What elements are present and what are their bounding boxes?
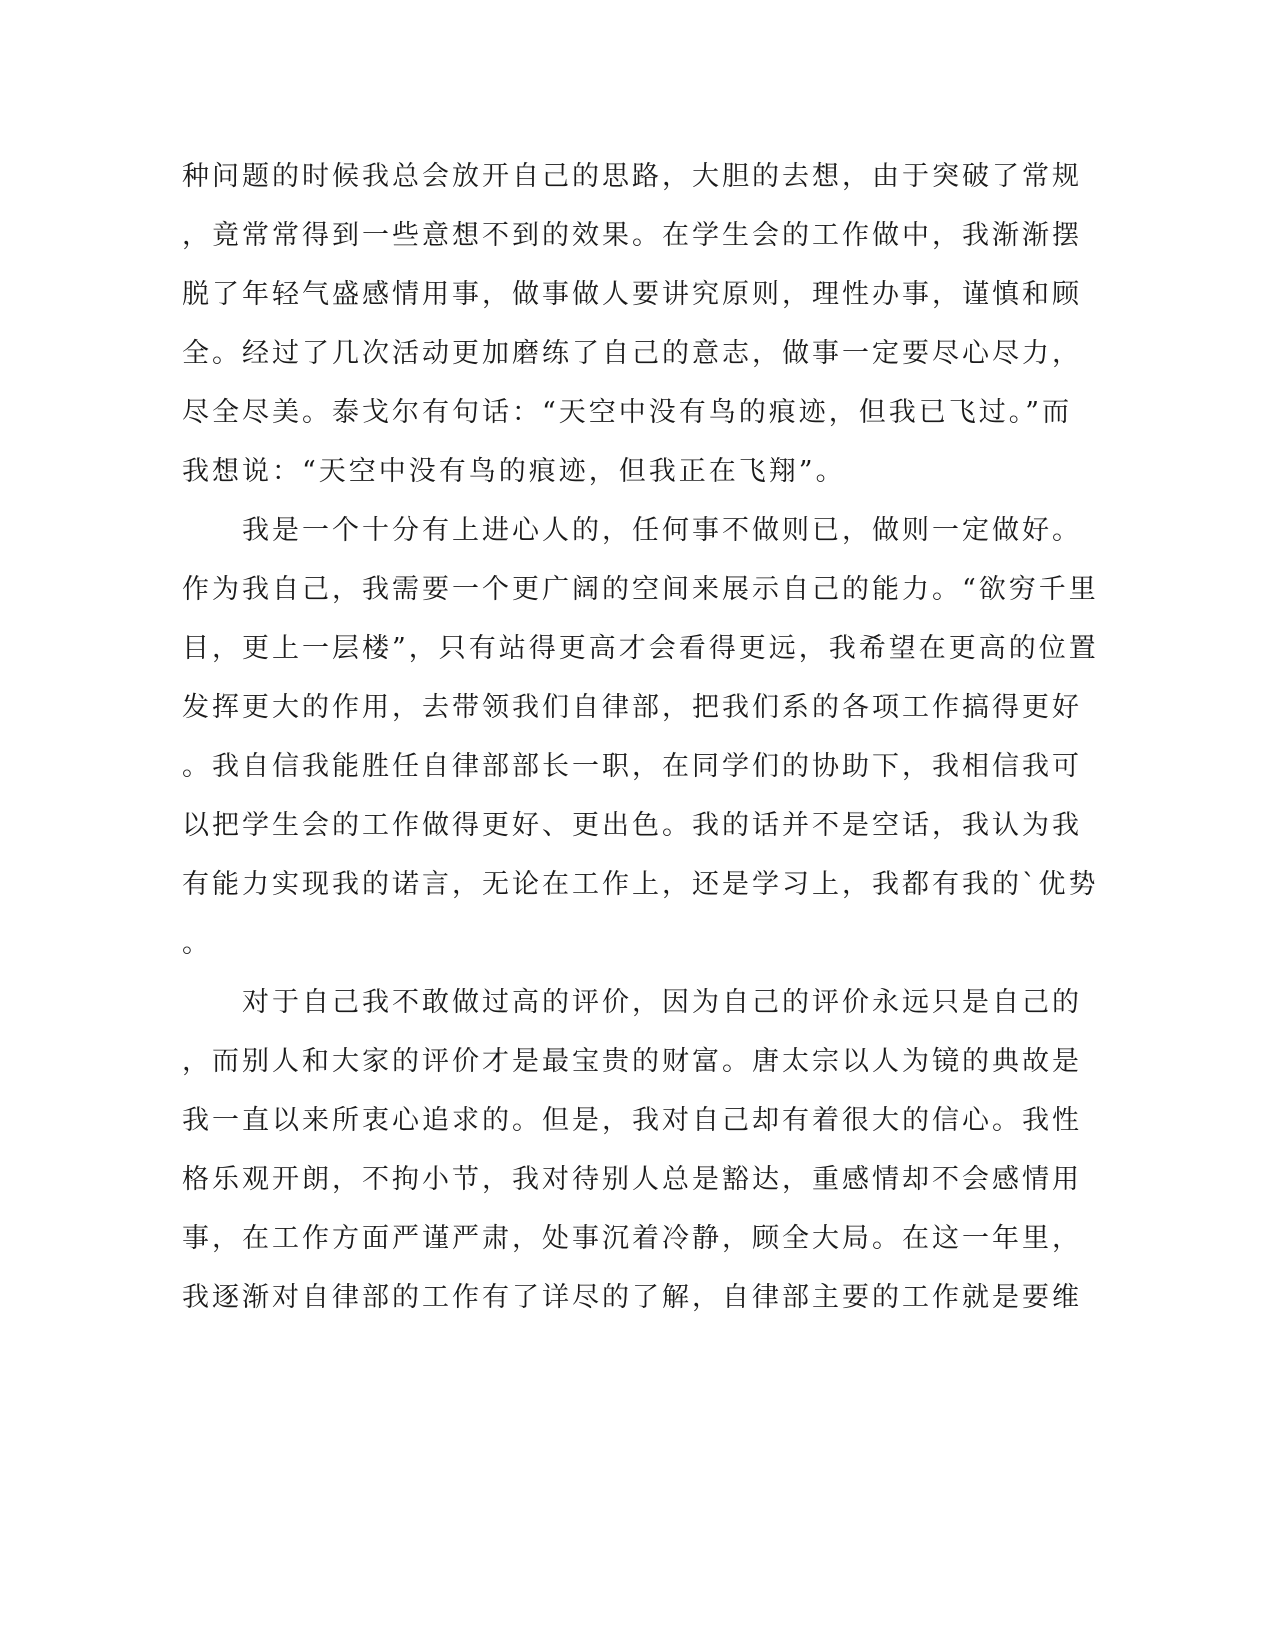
text-line: 目，更上一层楼”，只有站得更高才会看得更远，我希望在更高的位置 xyxy=(182,633,1099,664)
text-line: ，而别人和大家的评价才是最宝贵的财富。唐太宗以人为镜的典故是 xyxy=(182,1046,1082,1077)
text-line: 我想说：“天空中没有鸟的痕迹，但我正在飞翔”。 xyxy=(182,456,846,487)
text-line: 。我自信我能胜任自律部部长一职，在同学们的协助下，我相信我可 xyxy=(182,751,1082,782)
text-line: 种问题的时候我总会放开自己的思路，大胆的去想，由于突破了常规 xyxy=(182,161,1082,192)
text-line: 我逐渐对自律部的工作有了详尽的了解，自律部主要的工作就是要维 xyxy=(182,1282,1082,1313)
text-line: 有能力实现我的诺言，无论在工作上，还是学习上，我都有我的`优势 xyxy=(182,869,1099,900)
text-line: 尽全尽美。泰戈尔有句话：“天空中没有鸟的痕迹，但我已飞过。”而 xyxy=(182,397,1073,428)
text-line: 格乐观开朗，不拘小节，我对待别人总是豁达，重感情却不会感情用 xyxy=(182,1164,1082,1195)
text-line: 我是一个十分有上进心人的，任何事不做则已，做则一定做好。 xyxy=(182,515,1082,546)
text-line: 我一直以来所衷心追求的。但是，我对自己却有着很大的信心。我性 xyxy=(182,1105,1082,1136)
text-line: 脱了年轻气盛感情用事，做事做人要讲究原则，理性办事，谨慎和顾 xyxy=(182,279,1082,310)
text-line: 全。经过了几次活动更加磨练了自己的意志，做事一定要尽心尽力， xyxy=(182,338,1082,369)
text-line: 作为我自己，我需要一个更广阔的空间来展示自己的能力。“欲穷千里 xyxy=(182,574,1099,605)
text-line: ，竟常常得到一些意想不到的效果。在学生会的工作做中，我渐渐摆 xyxy=(182,220,1082,251)
text-line: 事，在工作方面严谨严肃，处事沉着冷静，顾全大局。在这一年里， xyxy=(182,1223,1082,1254)
text-line: 发挥更大的作用，去带领我们自律部，把我们系的各项工作搞得更好 xyxy=(182,692,1082,723)
text-line: 以把学生会的工作做得更好、更出色。我的话并不是空话，我认为我 xyxy=(182,810,1082,841)
text-line: 对于自己我不敢做过高的评价，因为自己的评价永远只是自己的 xyxy=(182,987,1082,1018)
text-line: 。 xyxy=(182,928,212,959)
